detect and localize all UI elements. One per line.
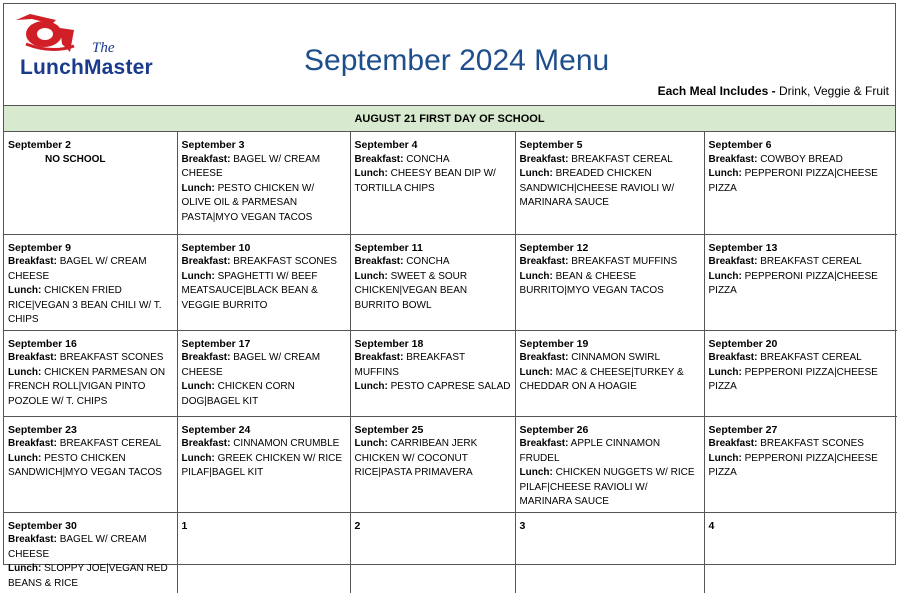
breakfast-item: CONCHA [406, 256, 450, 267]
lunch-item: PESTO CHICKEN SANDWICH|MYO VEGAN TACOS [8, 452, 162, 478]
lunch-label: Lunch: [8, 452, 42, 464]
breakfast-line [520, 153, 700, 168]
day-cell [515, 234, 704, 330]
breakfast-item: BREAKFAST SCONES [59, 352, 164, 363]
week-row [4, 416, 897, 512]
day-cell [177, 330, 350, 416]
breakfast-label: Breakfast: [708, 256, 758, 267]
breakfast-item: BREAKFAST CEREAL [760, 352, 862, 363]
lunch-item: GREEK CHICKEN W/ RICE PILAF|BAGEL KIT [181, 452, 343, 478]
lunch-item: MAC & CHEESE|TURKEY & CHEDDAR ON A HOAGIE [519, 366, 684, 392]
breakfast-item: CINNAMON CRUMBLE [233, 438, 340, 449]
day-date: September 27 [708, 423, 778, 436]
page-title: September 2024 Menu [304, 44, 610, 77]
day-cell [350, 330, 515, 416]
chef-hat-logo-icon [12, 10, 92, 60]
lunch-item: PEPPERONI PIZZA|CHEESE PIZZA [708, 366, 878, 392]
day-cell [4, 330, 177, 416]
breakfast-label: Breakfast: [354, 153, 404, 165]
breakfast-label: Breakfast: [708, 438, 758, 449]
breakfast-line [182, 351, 346, 380]
lunch-label: Lunch: [354, 270, 388, 282]
lunch-line [520, 366, 700, 395]
lunch-line [182, 452, 346, 481]
breakfast-label: Breakfast: [8, 534, 57, 545]
day-cell [704, 512, 897, 593]
day-cell [4, 416, 177, 512]
day-cell [4, 132, 177, 234]
lunch-line [182, 380, 346, 409]
day-cell [704, 416, 897, 512]
day-date: September 20 [708, 337, 778, 350]
lunch-line [709, 366, 894, 395]
lunch-item: PEPPERONI PIZZA|CHEESE PIZZA [708, 452, 878, 478]
breakfast-item: BREAKFAST SCONES [233, 256, 337, 267]
lunch-item: BEAN & CHEESE BURRITO|MYO VEGAN TACOS [519, 270, 664, 296]
lunch-item: CHICKEN NUGGETS W/ RICE PILAF|CHEESE RAVIOLI W/ MARINARA SAUCE [519, 467, 695, 507]
breakfast-line [182, 153, 346, 182]
lunch-item: PESTO CAPRESE SALAD [390, 381, 511, 392]
day-date: September 30 [8, 519, 77, 532]
breakfast-item: BREAKFAST MUFFINS [571, 256, 678, 267]
breakfast-label: Breakfast: [519, 153, 569, 165]
breakfast-line [520, 351, 700, 366]
lunch-item: CHICKEN CORN DOG|BAGEL KIT [181, 381, 295, 407]
lunch-item: CARRIBEAN JERK CHICKEN W/ COCONUT RICE|PASTA PRIMAVERA [354, 438, 478, 478]
lunch-item: CHICKEN PARMESAN ON FRENCH ROLL|VIGAN PINTO POZOLE W/ T. CHIPS [8, 366, 166, 407]
day-date: September 5 [519, 139, 583, 151]
lunch-item: SPAGHETTI W/ BEEF MEATSAUCE|BLACK BEAN & VEGGIE BURRITO [181, 270, 318, 311]
lunch-label: Lunch: [708, 452, 742, 464]
breakfast-label: Breakfast: [708, 352, 758, 363]
lunch-item: PEPPERONI PIZZA|CHEESE PIZZA [708, 270, 878, 296]
lunch-label: Lunch: [708, 366, 742, 378]
lunch-label: Lunch: [181, 270, 215, 282]
breakfast-label: Breakfast: [181, 256, 231, 267]
lunch-label: Lunch: [519, 270, 553, 282]
lunch-line [355, 380, 511, 395]
lunch-item: SLOPPY JOE|VEGAN RED BEANS & RICE [8, 563, 168, 589]
breakfast-line [182, 437, 346, 452]
lunch-label: Lunch: [8, 366, 42, 378]
day-date: September 25 [354, 423, 424, 436]
lunchmaster-logo [12, 10, 187, 80]
day-cell [350, 416, 515, 512]
breakfast-item: BAGEL W/ CREAM CHEESE [8, 256, 147, 282]
lunch-line [8, 562, 173, 591]
lunch-line [355, 437, 511, 481]
breakfast-label: Breakfast: [519, 438, 569, 449]
breakfast-label: Breakfast: [519, 256, 569, 267]
lunch-item: SWEET & SOUR CHICKEN|VEGAN BEAN BURRITO BOWL [354, 270, 468, 311]
breakfast-item: BREAKFAST CEREAL [59, 438, 162, 449]
day-date: September 10 [181, 241, 251, 254]
lunch-item: PEPPERONI PIZZA|CHEESE PIZZA [708, 168, 878, 194]
breakfast-line [520, 437, 700, 466]
day-cell [177, 234, 350, 330]
day-cell [515, 330, 704, 416]
lunch-line [182, 270, 346, 314]
logo-the-text: The [92, 40, 115, 56]
lunch-label: Lunch: [8, 285, 42, 296]
day-date: 1 [181, 519, 188, 532]
lunch-line [8, 452, 173, 481]
lunch-label: Lunch: [354, 168, 388, 179]
day-cell [704, 234, 897, 330]
includes-label: Each Meal Includes - [657, 84, 776, 98]
day-cell [177, 416, 350, 512]
breakfast-item: BAGEL W/ CREAM CHEESE [8, 534, 147, 560]
lunch-label: Lunch: [181, 452, 215, 464]
breakfast-label: Breakfast: [8, 352, 57, 363]
lunch-line [182, 182, 346, 226]
breakfast-item: BAGEL W/ CREAM CHEESE [181, 352, 321, 378]
breakfast-line [709, 351, 894, 366]
lunch-item: PESTO CHICKEN W/ OLIVE OIL & PARMESAN PASTA|MYO VEGAN TACOS [181, 182, 315, 223]
day-date: September 3 [181, 139, 245, 151]
day-date: 4 [708, 519, 715, 532]
breakfast-line [8, 351, 173, 366]
menu-page [3, 3, 896, 589]
lunch-line [355, 270, 511, 314]
day-date: September 13 [708, 241, 778, 254]
lunch-line [520, 167, 700, 211]
day-date: September 24 [181, 423, 251, 436]
meal-includes-note [658, 84, 889, 98]
breakfast-line [8, 255, 173, 284]
breakfast-label: Breakfast: [8, 256, 57, 267]
lunch-line [709, 270, 894, 299]
breakfast-line [355, 351, 511, 380]
breakfast-item: APPLE CINNAMON FRUDEL [519, 438, 661, 464]
day-date: September 2 [8, 139, 72, 151]
day-cell [515, 416, 704, 512]
day-cell [515, 512, 704, 593]
day-date: September 4 [354, 139, 418, 151]
lunch-item: BREADED CHICKEN SANDWICH|CHEESE RAVIOLI W/ MARINARA SAUCE [519, 168, 675, 208]
breakfast-item: BREAKFAST CEREAL [571, 153, 673, 165]
day-date: 2 [354, 519, 361, 532]
breakfast-label: Breakfast: [354, 352, 404, 363]
day-date: September 12 [519, 241, 589, 254]
day-date: September 26 [519, 423, 589, 436]
lunch-label: Lunch: [354, 438, 388, 449]
lunch-line [8, 366, 173, 410]
lunch-label: Lunch: [8, 563, 42, 574]
day-cell [515, 132, 704, 234]
lunch-label: Lunch: [354, 381, 388, 392]
day-cell [4, 512, 177, 593]
lunch-label: Lunch: [519, 467, 553, 478]
day-date: 3 [519, 519, 526, 532]
menu-calendar [4, 132, 897, 593]
logo-name-text: LunchMaster [20, 56, 153, 79]
day-date: September 19 [519, 337, 589, 350]
breakfast-line [182, 255, 346, 270]
breakfast-line [709, 153, 894, 168]
week-row [4, 234, 897, 330]
day-date: September 17 [181, 337, 251, 350]
day-date: September 11 [354, 241, 423, 254]
day-date: September 6 [708, 139, 772, 151]
day-date: September 23 [8, 423, 77, 436]
lunch-line [520, 466, 700, 510]
breakfast-label: Breakfast: [181, 438, 231, 449]
breakfast-item: BREAKFAST SCONES [760, 438, 864, 449]
first-day-banner: AUGUST 21 FIRST DAY OF SCHOOL [4, 106, 895, 132]
breakfast-line [8, 437, 173, 452]
day-date: September 9 [8, 241, 72, 254]
lunch-line [355, 167, 511, 196]
lunch-line [709, 167, 894, 196]
includes-items: Drink, Veggie & Fruit [778, 84, 889, 98]
menu-header [4, 4, 895, 106]
day-cell [177, 512, 350, 593]
day-cell [4, 234, 177, 330]
breakfast-line [355, 255, 511, 270]
lunch-label: Lunch: [519, 366, 553, 378]
week-row [4, 330, 897, 416]
breakfast-label: Breakfast: [519, 352, 569, 363]
lunch-label: Lunch: [519, 168, 553, 179]
no-school-note: NO SCHOOL [44, 153, 106, 165]
day-cell [350, 132, 515, 234]
lunch-line [709, 452, 894, 481]
breakfast-label: Breakfast: [181, 352, 231, 363]
breakfast-item: BAGEL W/ CREAM CHEESE [181, 153, 321, 179]
day-cell [350, 512, 515, 593]
day-date: September 16 [8, 337, 77, 350]
breakfast-item: COWBOY BREAD [760, 153, 843, 165]
lunch-label: Lunch: [708, 270, 742, 282]
lunch-label: Lunch: [708, 168, 742, 179]
week-row [4, 512, 897, 593]
breakfast-item: CONCHA [406, 153, 450, 165]
breakfast-line [709, 437, 894, 452]
lunch-item: CHEESY BEAN DIP W/ TORTILLA CHIPS [354, 168, 496, 194]
week-row [4, 132, 897, 234]
lunch-item: CHICKEN FRIED RICE|VEGAN 3 BEAN CHILI W/ T. CHIPS [8, 285, 162, 325]
breakfast-item: BREAKFAST CEREAL [760, 256, 862, 267]
day-cell [350, 234, 515, 330]
day-date: September 18 [354, 337, 424, 350]
breakfast-label: Breakfast: [8, 438, 57, 449]
breakfast-item: CINNAMON SWIRL [571, 352, 661, 363]
lunch-line [8, 284, 173, 328]
breakfast-line [709, 255, 894, 270]
lunch-label: Lunch: [181, 381, 215, 392]
lunch-line [520, 270, 700, 299]
day-cell [704, 330, 897, 416]
breakfast-line [8, 533, 173, 562]
breakfast-label: Breakfast: [354, 256, 404, 267]
breakfast-line [355, 153, 511, 168]
breakfast-label: Breakfast: [708, 153, 758, 165]
breakfast-label: Breakfast: [181, 153, 231, 165]
lunch-label: Lunch: [181, 182, 215, 194]
day-cell [704, 132, 897, 234]
breakfast-line [520, 255, 700, 270]
breakfast-item: BREAKFAST MUFFINS [354, 352, 465, 378]
day-cell [177, 132, 350, 234]
